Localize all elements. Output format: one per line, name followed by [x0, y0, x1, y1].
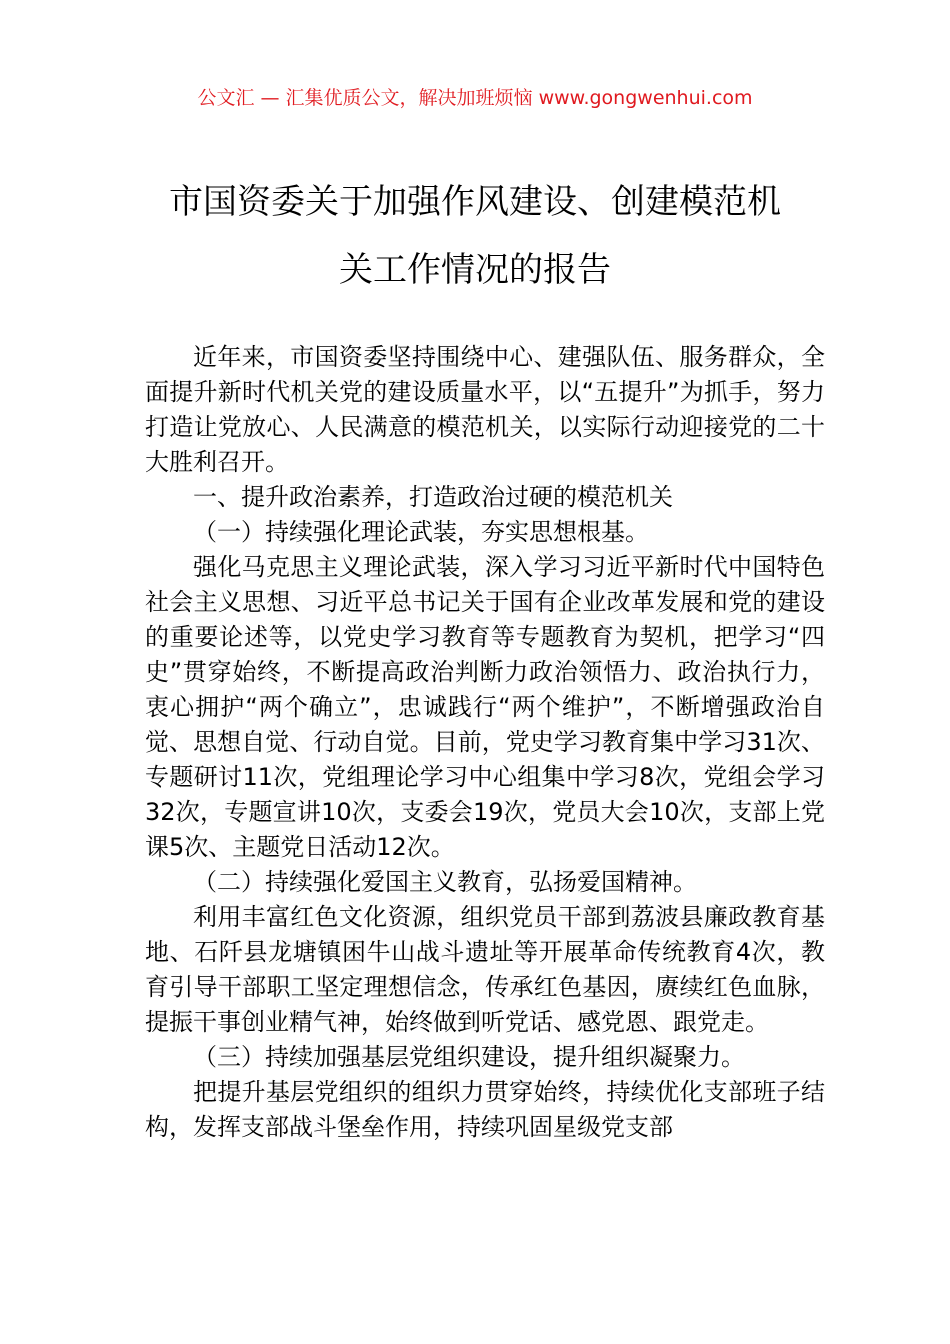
- section-heading-1: 一、提升政治素养，打造政治过硬的模范机关: [193, 483, 673, 511]
- subsection-heading-3: （三）持续加强基层党组织建设，提升组织凝聚力。: [193, 1043, 745, 1071]
- subsection-heading-2: （二）持续强化爱国主义教育，弘扬爱国精神。: [193, 868, 697, 896]
- header-banner[interactable]: 公文汇 — 汇集优质公文，解决加班烦恼 www.gongwenhui.com: [197, 87, 753, 109]
- document-title-line-2: 关工作情况的报告: [339, 250, 611, 290]
- document-body: [145, 340, 825, 1145]
- paragraph-theory: 强化马克思主义理论武装，深入学习习近平新时代中国特色社会主义思想、习近平总书记关于国有企业改革发展和党的建设的重要论述等，以党史学习教育等专题教育为契机，把学习“四史”贯穿始终，不断提高政治判断力政治领悟力、政治执行力，衷心拥护“两个确立”，忠诚践行“两个维护”，不断增强政治自觉、思想自觉、行动自觉。目前，党史学习教育集中学习31次、专题研讨11次，党组理论学习中心组集中学习8次，党组会学习32次，专题宣讲10次，支委会19次，党员大会10次，支部上党课5次、主题党日活动12次。: [145, 553, 825, 861]
- paragraph-intro: 近年来，市国资委坚持围绕中心、建强队伍、服务群众，全面提升新时代机关党的建设质量水平，以“五提升”为抓手，努力打造让党放心、人民满意的模范机关，以实际行动迎接党的二十大胜利召开。: [145, 343, 825, 476]
- paragraph-organization: 把提升基层党组织的组织力贯穿始终，持续优化支部班子结构，发挥支部战斗堡垒作用，持续巩固星级党支部: [145, 1078, 825, 1141]
- document-title-line-1: 市国资委关于加强作风建设、创建模范机: [169, 182, 781, 222]
- subsection-heading-1: （一）持续强化理论武装，夯实思想根基。: [193, 518, 649, 546]
- paragraph-patriotism: 利用丰富红色文化资源，组织党员干部到荔波县廉政教育基地、石阡县龙塘镇困牛山战斗遗址等开展革命传统教育4次，教育引导干部职工坚定理想信念，传承红色基因，赓续红色血脉，提振干事创业精气神，始终做到听党话、感党恩、跟党走。: [145, 903, 825, 1036]
